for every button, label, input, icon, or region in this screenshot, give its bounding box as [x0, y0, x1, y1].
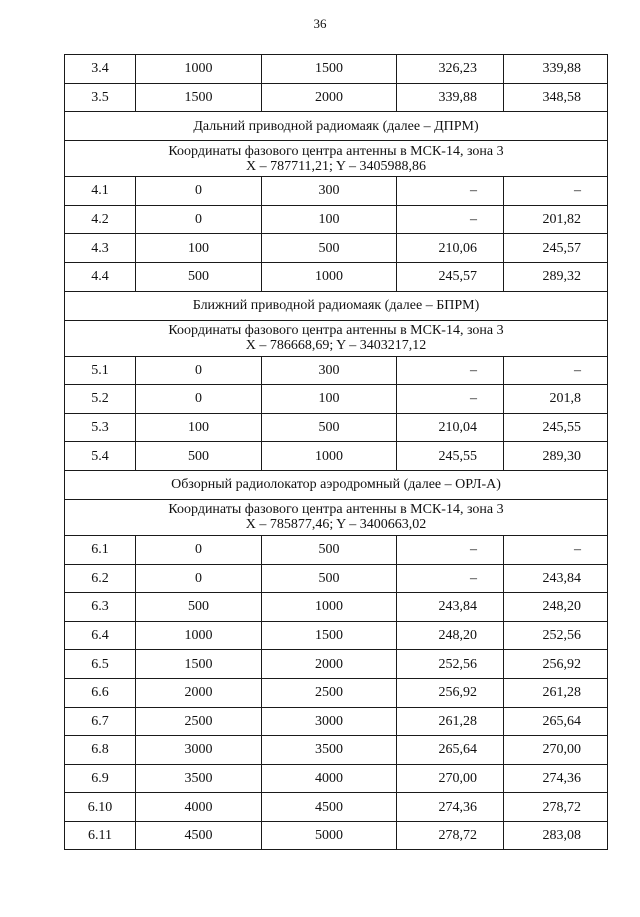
height-to-cell: 256,92	[504, 650, 608, 679]
row-number-cell: 5.3	[65, 413, 136, 442]
range-from-cell: 1000	[136, 621, 262, 650]
height-to-cell: –	[504, 535, 608, 564]
coordinates-caption: Координаты фазового центра антенны в МСК-14, зона 3	[168, 502, 504, 518]
row-number-cell: 6.11	[65, 821, 136, 850]
height-to-cell: 201,8	[504, 385, 608, 414]
row-number-cell: 6.3	[65, 593, 136, 622]
row-number-cell: 6.1	[65, 535, 136, 564]
table-row	[65, 793, 608, 822]
section-title: Дальний приводной радиомаяк (далее – ДПРМ)	[65, 112, 608, 141]
table-row	[65, 707, 608, 736]
row-number-cell: 6.7	[65, 707, 136, 736]
range-to-cell: 1500	[262, 621, 397, 650]
height-from-cell: 270,00	[397, 764, 504, 793]
row-number-cell: 5.4	[65, 442, 136, 471]
coordinates-values: X – 785877,46; Y – 3400663,02	[245, 517, 427, 533]
range-from-cell: 4000	[136, 793, 262, 822]
table-row	[65, 385, 608, 414]
row-number-cell: 6.6	[65, 678, 136, 707]
row-number-cell: 4.4	[65, 262, 136, 291]
height-from-cell: 274,36	[397, 793, 504, 822]
range-to-cell: 4000	[262, 764, 397, 793]
range-to-cell: 3500	[262, 736, 397, 765]
height-to-cell: 348,58	[504, 83, 608, 112]
row-number-cell: 6.5	[65, 650, 136, 679]
range-to-cell: 100	[262, 205, 397, 234]
row-number-cell: 5.1	[65, 356, 136, 385]
table-body	[65, 55, 608, 850]
range-from-cell: 0	[136, 356, 262, 385]
range-to-cell: 500	[262, 413, 397, 442]
page-number: 36	[313, 16, 327, 31]
range-to-cell: 300	[262, 356, 397, 385]
range-from-cell: 2500	[136, 707, 262, 736]
coordinates-cell	[65, 320, 608, 356]
height-from-cell: –	[397, 385, 504, 414]
height-from-cell: 252,56	[397, 650, 504, 679]
height-from-cell: 210,06	[397, 234, 504, 263]
range-from-cell: 1500	[136, 83, 262, 112]
range-from-cell: 0	[136, 385, 262, 414]
height-from-cell: 339,88	[397, 83, 504, 112]
row-number-cell: 3.4	[65, 55, 136, 84]
range-from-cell: 2000	[136, 678, 262, 707]
range-from-cell: 500	[136, 593, 262, 622]
data-table	[64, 54, 608, 850]
range-from-cell: 1000	[136, 55, 262, 84]
coordinates-caption: Координаты фазового центра антенны в МСК-14, зона 3	[168, 143, 504, 159]
height-from-cell: 261,28	[397, 707, 504, 736]
height-to-cell: 201,82	[504, 205, 608, 234]
range-from-cell: 0	[136, 535, 262, 564]
table-row	[65, 177, 608, 206]
section-title-row	[65, 291, 608, 320]
coordinates-values: X – 787711,21; Y – 3405988,86	[245, 158, 427, 174]
row-number-cell: 4.1	[65, 177, 136, 206]
table-row	[65, 821, 608, 850]
table-row	[65, 205, 608, 234]
height-from-cell: –	[397, 356, 504, 385]
height-from-cell: –	[397, 535, 504, 564]
height-to-cell: 245,57	[504, 234, 608, 263]
table-row	[65, 593, 608, 622]
height-to-cell: –	[504, 177, 608, 206]
range-from-cell: 100	[136, 413, 262, 442]
table-row	[65, 83, 608, 112]
row-number-cell: 4.2	[65, 205, 136, 234]
table-row	[65, 678, 608, 707]
height-to-cell: 265,64	[504, 707, 608, 736]
range-from-cell: 0	[136, 205, 262, 234]
row-number-cell: 3.5	[65, 83, 136, 112]
table-row	[65, 764, 608, 793]
coordinates-row	[65, 320, 608, 356]
table-row	[65, 564, 608, 593]
coordinates-cell	[65, 141, 608, 177]
height-from-cell: 326,23	[397, 55, 504, 84]
height-to-cell: 248,20	[504, 593, 608, 622]
range-to-cell: 2000	[262, 650, 397, 679]
table-row	[65, 55, 608, 84]
range-from-cell: 0	[136, 177, 262, 206]
range-to-cell: 100	[262, 385, 397, 414]
range-to-cell: 4500	[262, 793, 397, 822]
height-to-cell: 261,28	[504, 678, 608, 707]
range-from-cell: 3500	[136, 764, 262, 793]
range-to-cell: 500	[262, 535, 397, 564]
section-title-row	[65, 470, 608, 499]
range-to-cell: 500	[262, 564, 397, 593]
range-to-cell: 300	[262, 177, 397, 206]
range-to-cell: 1000	[262, 262, 397, 291]
height-to-cell: 278,72	[504, 793, 608, 822]
coordinates-row	[65, 141, 608, 177]
height-from-cell: 265,64	[397, 736, 504, 765]
height-from-cell: 248,20	[397, 621, 504, 650]
range-from-cell: 1500	[136, 650, 262, 679]
height-from-cell: 243,84	[397, 593, 504, 622]
range-to-cell: 1000	[262, 442, 397, 471]
table-row	[65, 535, 608, 564]
range-to-cell: 3000	[262, 707, 397, 736]
table-row	[65, 621, 608, 650]
range-from-cell: 500	[136, 442, 262, 471]
height-to-cell: 274,36	[504, 764, 608, 793]
height-from-cell: 245,57	[397, 262, 504, 291]
height-to-cell: –	[504, 356, 608, 385]
table-row	[65, 442, 608, 471]
row-number-cell: 6.8	[65, 736, 136, 765]
range-to-cell: 1500	[262, 55, 397, 84]
range-to-cell: 500	[262, 234, 397, 263]
height-from-cell: 245,55	[397, 442, 504, 471]
row-number-cell: 5.2	[65, 385, 136, 414]
range-to-cell: 1000	[262, 593, 397, 622]
range-from-cell: 4500	[136, 821, 262, 850]
section-title-row	[65, 112, 608, 141]
range-from-cell: 100	[136, 234, 262, 263]
row-number-cell: 6.2	[65, 564, 136, 593]
table-row	[65, 262, 608, 291]
height-to-cell: 243,84	[504, 564, 608, 593]
table-row	[65, 413, 608, 442]
row-number-cell: 6.9	[65, 764, 136, 793]
height-to-cell: 245,55	[504, 413, 608, 442]
range-to-cell: 2000	[262, 83, 397, 112]
row-number-cell: 6.10	[65, 793, 136, 822]
height-from-cell: –	[397, 564, 504, 593]
height-to-cell: 289,32	[504, 262, 608, 291]
table-row	[65, 736, 608, 765]
range-to-cell: 5000	[262, 821, 397, 850]
height-to-cell: 289,30	[504, 442, 608, 471]
table-row	[65, 234, 608, 263]
coordinates-values: X – 786668,69; Y – 3403217,12	[245, 338, 427, 354]
coordinates-caption: Координаты фазового центра антенны в МСК-14, зона 3	[168, 323, 504, 339]
section-title: Ближний приводной радиомаяк (далее – БПРМ)	[65, 291, 608, 320]
row-number-cell: 4.3	[65, 234, 136, 263]
height-from-cell: 256,92	[397, 678, 504, 707]
range-to-cell: 2500	[262, 678, 397, 707]
height-to-cell: 252,56	[504, 621, 608, 650]
range-from-cell: 0	[136, 564, 262, 593]
coordinates-row	[65, 499, 608, 535]
height-to-cell: 283,08	[504, 821, 608, 850]
section-title: Обзорный радиолокатор аэродромный (далее – ОРЛ-А)	[65, 470, 608, 499]
row-number-cell: 6.4	[65, 621, 136, 650]
height-to-cell: 270,00	[504, 736, 608, 765]
height-to-cell: 339,88	[504, 55, 608, 84]
height-from-cell: –	[397, 205, 504, 234]
height-from-cell: –	[397, 177, 504, 206]
table-row	[65, 650, 608, 679]
table-row	[65, 356, 608, 385]
range-from-cell: 500	[136, 262, 262, 291]
coordinates-cell	[65, 499, 608, 535]
height-from-cell: 210,04	[397, 413, 504, 442]
height-from-cell: 278,72	[397, 821, 504, 850]
range-from-cell: 3000	[136, 736, 262, 765]
